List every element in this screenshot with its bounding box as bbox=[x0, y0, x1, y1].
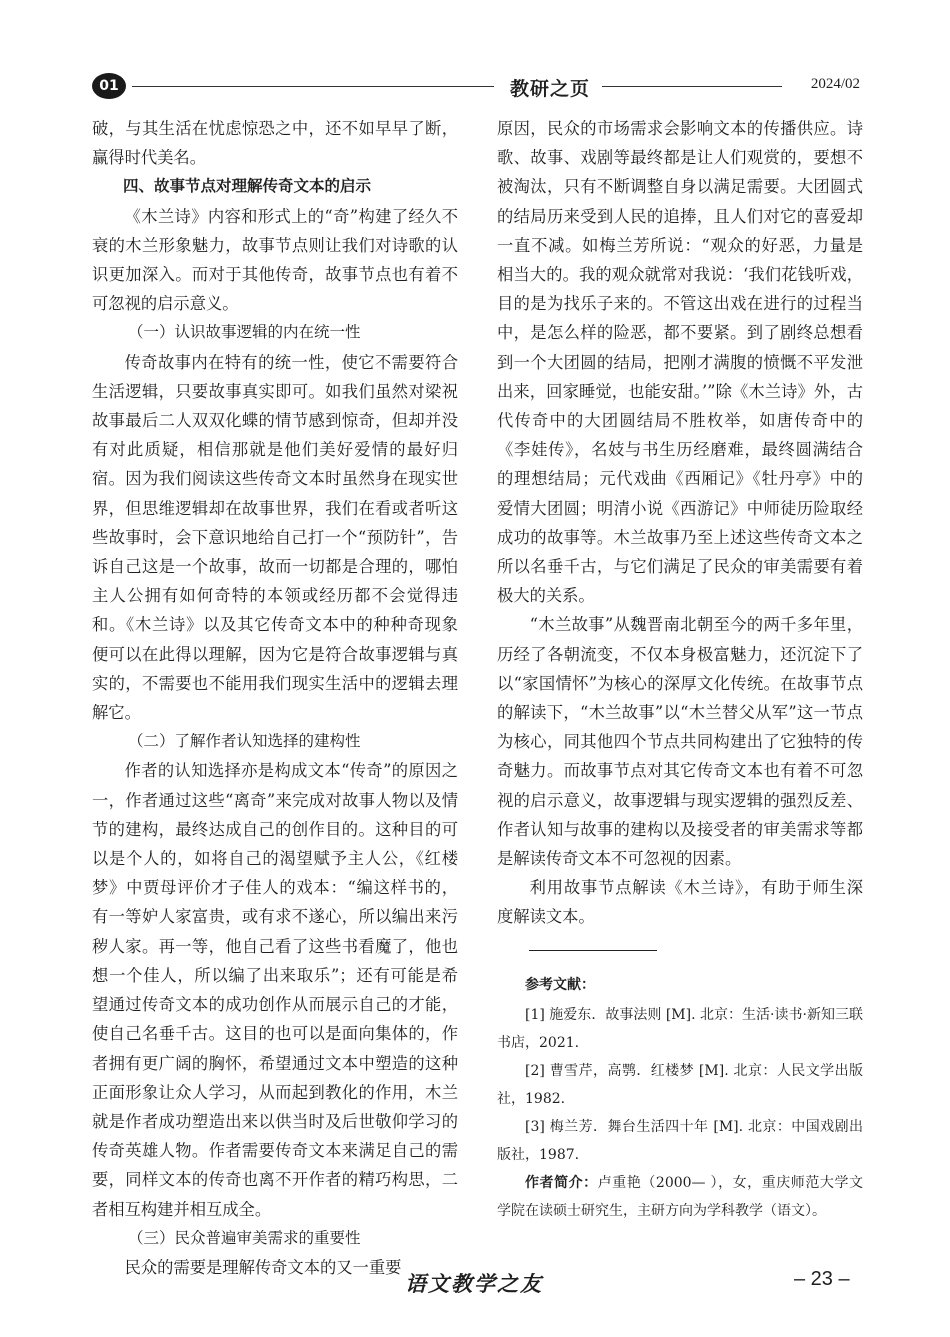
paragraph: 利用故事节点解读《木兰诗》，有助于师生深度解读文本。 bbox=[497, 878, 863, 927]
left-column bbox=[92, 114, 458, 1282]
paragraph: “木兰故事”从魏晋南北朝至今的两千多年里，历经了各朝流变，不仅本身极富魅力，还沉淀下了以“家国情怀”为核心的深厚文化传统。在故事节点的解读下，“木兰故事”以“木兰替父从军”这一节点为核心，同其他四个节点共同构建出了它独特的传奇魅力。而故事节点对其它传奇文本也有着不可忽视的启示意义，故事逻辑与现实逻辑的强烈反差、作者认知与故事的建构以及接受者的审美需求等都是解读传奇文本不可忽视的因素。 bbox=[497, 615, 863, 869]
header-rule-left bbox=[132, 86, 494, 87]
references-divider bbox=[529, 950, 657, 951]
journal-name: 语文教学之友 bbox=[405, 1271, 543, 1296]
author-bio-text: 卢重艳（2000— ），女，重庆师范大学文学院在读硕士研究生，主研方向为学科教学（语文）。 bbox=[497, 1174, 863, 1219]
paragraph: 原因，民众的市场需求会影响文本的传播供应。诗歌、故事、戏剧等最终都是让人们观赏的，要想不被淘汰，只有不断调整自身以满足需要。大团圆式的结局历来受到人民的追捧，且人们对它的喜爱却一直不减。如梅兰芳所说：“观众的好恶，力量是相当大的。我的观众就常对我说：‘我们花钱听戏，目的是为找乐子来的。不管这出戏在进行的过程当中，是怎么样的险恶，都不要紧。到了剧终总想看到一个大团圆的结局，把刚才满腹的愤慨不平发泄出来，回家睡觉，也能安甜。’”除《木兰诗》外，古代传奇中的大团圆结局不胜枚举，如唐传奇中的《李娃传》，名妓与书生历经磨难，最终圆满结合的理想结局；元代戏曲《西厢记》《牡丹亭》中的爱情大团圆；明清小说《西游记》中师徒历险取经成功的故事等。木兰故事乃至上述这些传奇文本之所以名垂千古，与它们满足了民众的审美需要有着极大的关系。 bbox=[497, 119, 863, 606]
subsection-heading: （一）认识故事逻辑的内在统一性 bbox=[128, 323, 361, 342]
reference-item: [3] 梅兰芳．舞台生活四十年 [M]. 北京：中国戏剧出版社，1987. bbox=[497, 1118, 863, 1163]
paragraph: 《木兰诗》内容和形式上的“奇”构建了经久不衰的木兰形象魅力，故事节点则让我们对诗歌的认识更加深入。而对于其他传奇，故事节点也有着不可忽视的启示意义。 bbox=[92, 206, 458, 314]
section-heading: 四、故事节点对理解传奇文本的启示 bbox=[123, 177, 372, 196]
subsection-heading: （二）了解作者认知选择的建构性 bbox=[128, 732, 361, 751]
paragraph: 传奇故事内在特有的统一性，使它不需要符合生活逻辑，只要故事真实即可。如我们虽然对梁祝故事最后二人双双化蝶的情节感到惊奇，但却并没有对此质疑，相信那就是他们美好爱情的最好归宿。因为我们阅读这些传奇文本时虽然身在现实世界，但思维逻辑却在故事世界，我们在看或者听这些故事时，会下意识地给自己打一个“预防针”，告诉自己这是一个故事，故而一切都是合理的，哪怕主人公拥有如何奇特的本领或经历都不会觉得违和。《木兰诗》以及其它传奇文本中的种种奇现象便可以在此得以理解，因为它是符合故事逻辑与真实的，不需要也不能用我们现实生活中的逻辑去理解它。 bbox=[92, 352, 458, 723]
references-title: 参考文献： bbox=[525, 976, 595, 993]
right-column bbox=[497, 114, 863, 1225]
author-bio-label: 作者简介： bbox=[525, 1174, 598, 1191]
header-rule-right bbox=[602, 86, 782, 87]
author-bio bbox=[497, 1169, 863, 1225]
column-title: 教研之页 bbox=[509, 78, 590, 100]
reference-item: [1] 施爱东．故事法则 [M]. 北京：生活·读书·新知三联书店，2021. bbox=[497, 1006, 863, 1051]
page-header bbox=[92, 70, 860, 104]
issue-number: 2024/02 bbox=[810, 76, 860, 92]
journal-logo: 01 bbox=[92, 73, 126, 99]
paragraph: 作者的认知选择亦是构成文本“传奇”的原因之一，作者通过这些“离奇”来完成对故事人物以及情节的建构，最终达成自己的创作目的。这种目的可以是个人的，如将自己的渴望赋予主人公，《红楼梦》中贾母评价才子佳人的戏本：“编这样书的，有一等妒人家富贵，或有求不遂心，所以编出来污秽人家。再一等，他自己看了这些书看魔了，他也想一个佳人，所以编了出来取乐”；还有可能是希望通过传奇文本的成功创作从而展示自己的才能，使自己名垂千古。这目的也可以是面向集体的，作者拥有更广阔的胸怀，希望通过文本中塑造的这种正面形象让众人学习，从而起到教化的作用，木兰就是作者成功塑造出来以供当时及后世敬仰学习的传奇英雄人物。作者需要传奇文本来满足自己的需要，同样文本的传奇也离不开作者的精巧构思，二者相互构建并相互成全。 bbox=[92, 761, 458, 1219]
subsection-heading: （三）民众普遍审美需求的重要性 bbox=[128, 1228, 361, 1247]
paragraph: 破，与其生活在忧虑惊恐之中，还不如早早了断，赢得时代美名。 bbox=[92, 119, 458, 168]
references bbox=[497, 971, 863, 1225]
page-number: – 23 – bbox=[794, 1268, 850, 1290]
paragraph: 民众的需要是理解传奇文本的又一重要 bbox=[124, 1257, 402, 1277]
reference-item: [2] 曹雪芹，高鹗．红楼梦 [M]. 北京：人民文学出版社，1982. bbox=[497, 1062, 863, 1107]
